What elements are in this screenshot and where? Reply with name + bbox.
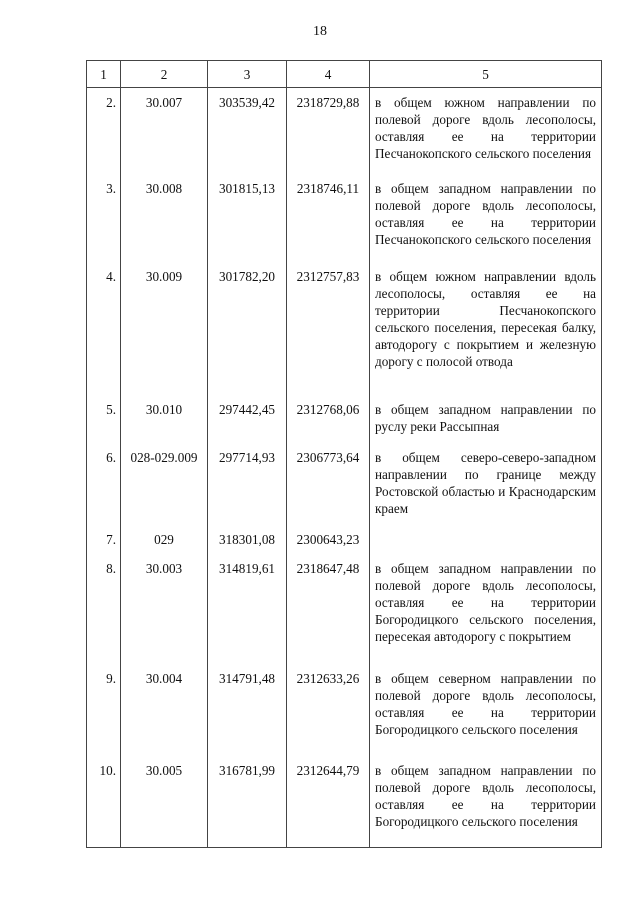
route-description: в общем северном направлении по полевой дороге вдоль лесополосы, оставляя ее на территории Богородицкого сельского поселения <box>370 664 602 756</box>
route-description: в общем северо-северо-западном направлении по границе между Ростовской областью и Краснодарским краем <box>370 443 602 525</box>
coordinate-x: 316781,99 <box>208 756 287 848</box>
column-header-index: 1 <box>87 61 121 88</box>
route-description <box>370 525 602 554</box>
point-id: 30.004 <box>121 664 208 756</box>
column-header-point: 2 <box>121 61 208 88</box>
coordinate-x: 297442,45 <box>208 395 287 443</box>
table-body <box>87 88 602 848</box>
coordinate-x: 301782,20 <box>208 262 287 395</box>
route-description: в общем западном направлении по полевой дороге вдоль лесополосы, оставляя ее на территории Богородицкого сельского поселения <box>370 756 602 848</box>
table-row <box>87 443 602 525</box>
coordinate-y: 2312768,06 <box>287 395 370 443</box>
coordinate-y: 2312644,79 <box>287 756 370 848</box>
coordinate-x: 314791,48 <box>208 664 287 756</box>
column-header-x: 3 <box>208 61 287 88</box>
coordinate-x: 301815,13 <box>208 174 287 262</box>
table-header-row <box>87 61 602 88</box>
row-index: 9. <box>87 664 121 756</box>
row-index: 4. <box>87 262 121 395</box>
coordinate-y: 2312757,83 <box>287 262 370 395</box>
table-row <box>87 664 602 756</box>
route-description: в общем южном направлении по полевой дороге вдоль лесополосы, оставляя ее на территории Песчанокопского сельского поселения <box>370 88 602 174</box>
point-id: 029 <box>121 525 208 554</box>
route-description: в общем южном направлении вдоль лесополосы, оставляя ее на территории Песчанокопского сельского поселения, пересекая балку, автодорогу с покрытием и железную дорогу с полосой отвода <box>370 262 602 395</box>
coordinate-y: 2300643,23 <box>287 525 370 554</box>
coordinate-x: 303539,42 <box>208 88 287 174</box>
route-description: в общем западном направлении по полевой дороге вдоль лесополосы, оставляя ее на территории Песчанокопского сельского поселения <box>370 174 602 262</box>
row-index: 2. <box>87 88 121 174</box>
table-row <box>87 525 602 554</box>
table-row <box>87 395 602 443</box>
table-row <box>87 554 602 664</box>
route-description: в общем западном направлении по полевой дороге вдоль лесополосы, оставляя ее на территории Богородицкого сельского поселения, пересекая автодорогу с покрытием <box>370 554 602 664</box>
page-number: 18 <box>313 24 327 39</box>
point-id: 028-029.009 <box>121 443 208 525</box>
point-id: 30.003 <box>121 554 208 664</box>
coordinate-y: 2318647,48 <box>287 554 370 664</box>
point-id: 30.005 <box>121 756 208 848</box>
coordinate-y: 2318746,11 <box>287 174 370 262</box>
coordinate-x: 318301,08 <box>208 525 287 554</box>
row-index: 3. <box>87 174 121 262</box>
point-id: 30.008 <box>121 174 208 262</box>
coordinate-y: 2306773,64 <box>287 443 370 525</box>
row-index: 7. <box>87 525 121 554</box>
boundary-points-table <box>86 60 602 848</box>
row-index: 6. <box>87 443 121 525</box>
table-row <box>87 174 602 262</box>
coordinate-x: 297714,93 <box>208 443 287 525</box>
point-id: 30.010 <box>121 395 208 443</box>
row-index: 5. <box>87 395 121 443</box>
column-header-description: 5 <box>370 61 602 88</box>
table-row <box>87 262 602 395</box>
column-header-y: 4 <box>287 61 370 88</box>
row-index: 10. <box>87 756 121 848</box>
coordinate-x: 314819,61 <box>208 554 287 664</box>
point-id: 30.007 <box>121 88 208 174</box>
table-row <box>87 756 602 848</box>
point-id: 30.009 <box>121 262 208 395</box>
table-row <box>87 88 602 174</box>
route-description: в общем западном направлении по руслу реки Рассыпная <box>370 395 602 443</box>
coordinate-y: 2318729,88 <box>287 88 370 174</box>
row-index: 8. <box>87 554 121 664</box>
coordinate-y: 2312633,26 <box>287 664 370 756</box>
